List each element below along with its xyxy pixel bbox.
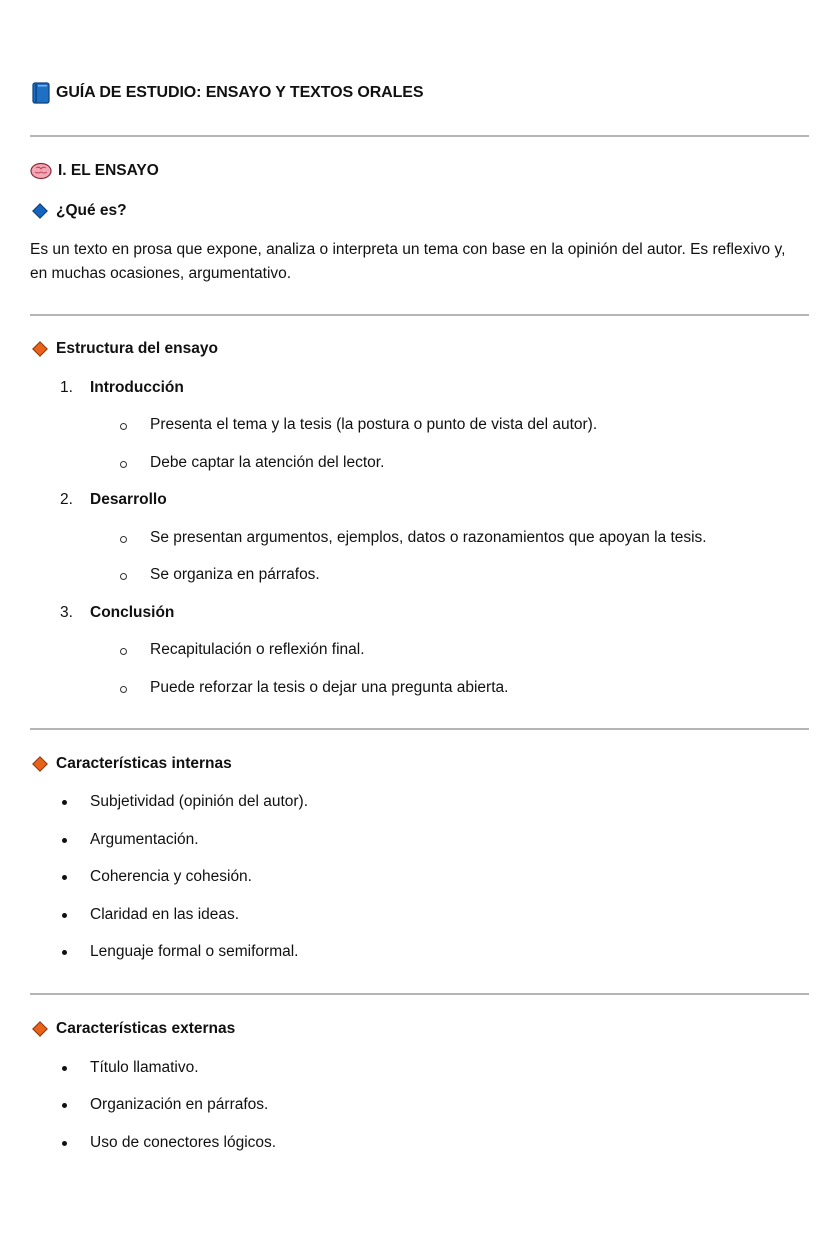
sub-bullet: [120, 536, 127, 543]
divider: [30, 314, 809, 316]
bullet: [62, 1103, 67, 1108]
list-item: Recapitulación o reflexión final.: [150, 641, 365, 658]
list-item: Título llamativo.: [90, 1059, 199, 1076]
list-number: 1.: [60, 379, 73, 396]
structure-item-label: Desarrollo: [90, 491, 167, 508]
sub-bullet: [120, 573, 127, 580]
list-item: Claridad en las ideas.: [90, 906, 240, 923]
list-item: Se organiza en párrafos.: [150, 566, 320, 583]
bullet: [62, 913, 67, 918]
blue-book-icon: [32, 82, 50, 104]
heading-que-es: ¿Qué es?: [56, 202, 127, 219]
list-number: 2.: [60, 491, 73, 508]
bullet: [62, 800, 67, 805]
sub-bullet: [120, 648, 127, 655]
list-item: Lenguaje formal o semiformal.: [90, 943, 299, 960]
sub-bullet: [120, 686, 127, 693]
list-item: Puede reforzar la tesis o dejar una pregunta abierta.: [150, 679, 509, 696]
bullet: [62, 1141, 67, 1146]
blue-diamond-icon: [32, 203, 48, 219]
list-item: Coherencia y cohesión.: [90, 868, 252, 885]
heading-caracteristicas-internas: Características internas: [56, 755, 232, 772]
list-item: Subjetividad (opinión del autor).: [90, 793, 308, 810]
structure-item-label: Introducción: [90, 379, 184, 396]
bullet: [62, 875, 67, 880]
bullet: [62, 950, 67, 955]
list-number: 3.: [60, 604, 73, 621]
brain-icon: [30, 162, 52, 180]
bullet: [62, 1066, 67, 1071]
list-item: Uso de conectores lógicos.: [90, 1134, 277, 1151]
orange-diamond-icon: [32, 756, 48, 772]
orange-diamond-icon: [32, 1021, 48, 1037]
list-item: Organización en párrafos.: [90, 1096, 269, 1113]
divider: [30, 728, 809, 730]
divider: [30, 135, 809, 137]
divider: [30, 993, 809, 995]
list-item: Se presentan argumentos, ejemplos, datos o razonamientos que apoyan la tesis.: [150, 529, 707, 546]
section-heading-ensayo: I. EL ENSAYO: [58, 162, 159, 179]
que-es-paragraph: Es un texto en prosa que expone, analiza o interpreta un tema con base en la opinión del autor. Es reflexivo y, en muchas ocasiones, argumentativo.: [30, 241, 786, 282]
heading-estructura: Estructura del ensayo: [56, 340, 218, 357]
list-item: Presenta el tema y la tesis (la postura o punto de vista del autor).: [150, 416, 598, 433]
orange-diamond-icon: [32, 341, 48, 357]
heading-caracteristicas-externas: Características externas: [56, 1020, 236, 1037]
structure-item-label: Conclusión: [90, 604, 175, 621]
sub-bullet: [120, 423, 127, 430]
list-item: Debe captar la atención del lector.: [150, 454, 385, 471]
list-item: Argumentación.: [90, 831, 199, 848]
document-title: GUÍA DE ESTUDIO: ENSAYO Y TEXTOS ORALES: [56, 84, 424, 101]
bullet: [62, 838, 67, 843]
sub-bullet: [120, 461, 127, 468]
